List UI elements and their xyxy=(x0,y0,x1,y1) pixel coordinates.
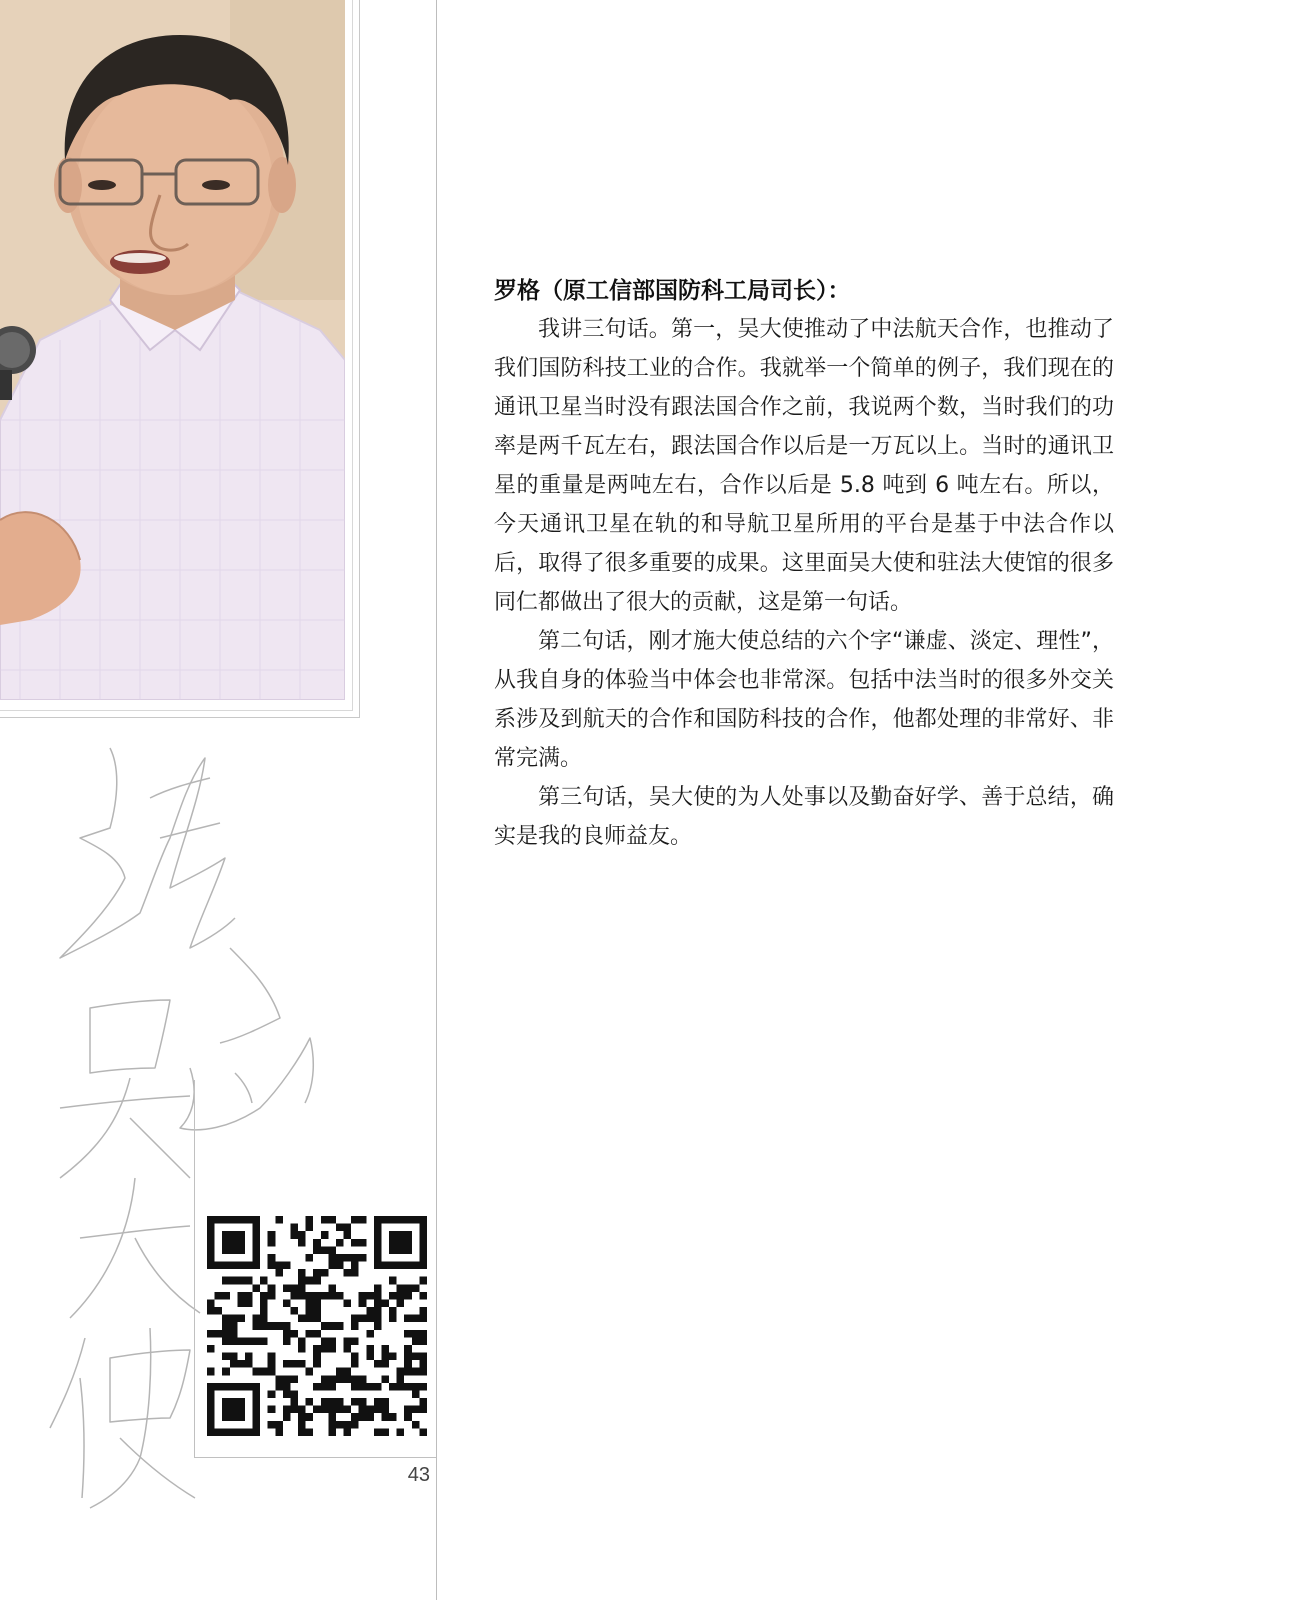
qr-code-icon[interactable] xyxy=(207,1216,427,1436)
paragraph-2: 第二句话，刚才施大使总结的六个字“谦虚、淡定、理性”，从我自身的体验当中体会也非常深。包括中法当时的很多外交关系涉及到航天的合作和国防科技的合作，他都处理的非常好、非常完满。 xyxy=(494,629,1114,771)
paragraph-3: 第三句话，吴大使的为人处事以及勤奋好学、善于总结，确实是我的良师益友。 xyxy=(494,785,1114,849)
column-divider xyxy=(436,0,437,1600)
speaker-heading: 罗格（原工信部国防科工局司长）： xyxy=(494,278,851,304)
page-number: 43 xyxy=(407,1464,430,1486)
paragraph-1: 我讲三句话。第一，吴大使推动了中法航天合作，也推动了我们国防科技工业的合作。我就举一个简单的例子，我们现在的通讯卫星当时没有跟法国合作之前，我说两个数，当时我们的功率是两千瓦左右，跟法国合作以后是一万瓦以上。当时的通讯卫星的重量是两吨左右，合作以后是 5.8 吨到 6 吨左右。所以，今天通讯卫星在轨的和导航卫星所用的平台是基于中法合作以后，取得了很多重要的成果。这里面吴大使和驻法大使馆的很多同仁都做出了很大的贡献，这是第一句话。 xyxy=(494,317,1114,615)
article-body xyxy=(494,272,1114,856)
speaker-photo xyxy=(0,0,345,700)
